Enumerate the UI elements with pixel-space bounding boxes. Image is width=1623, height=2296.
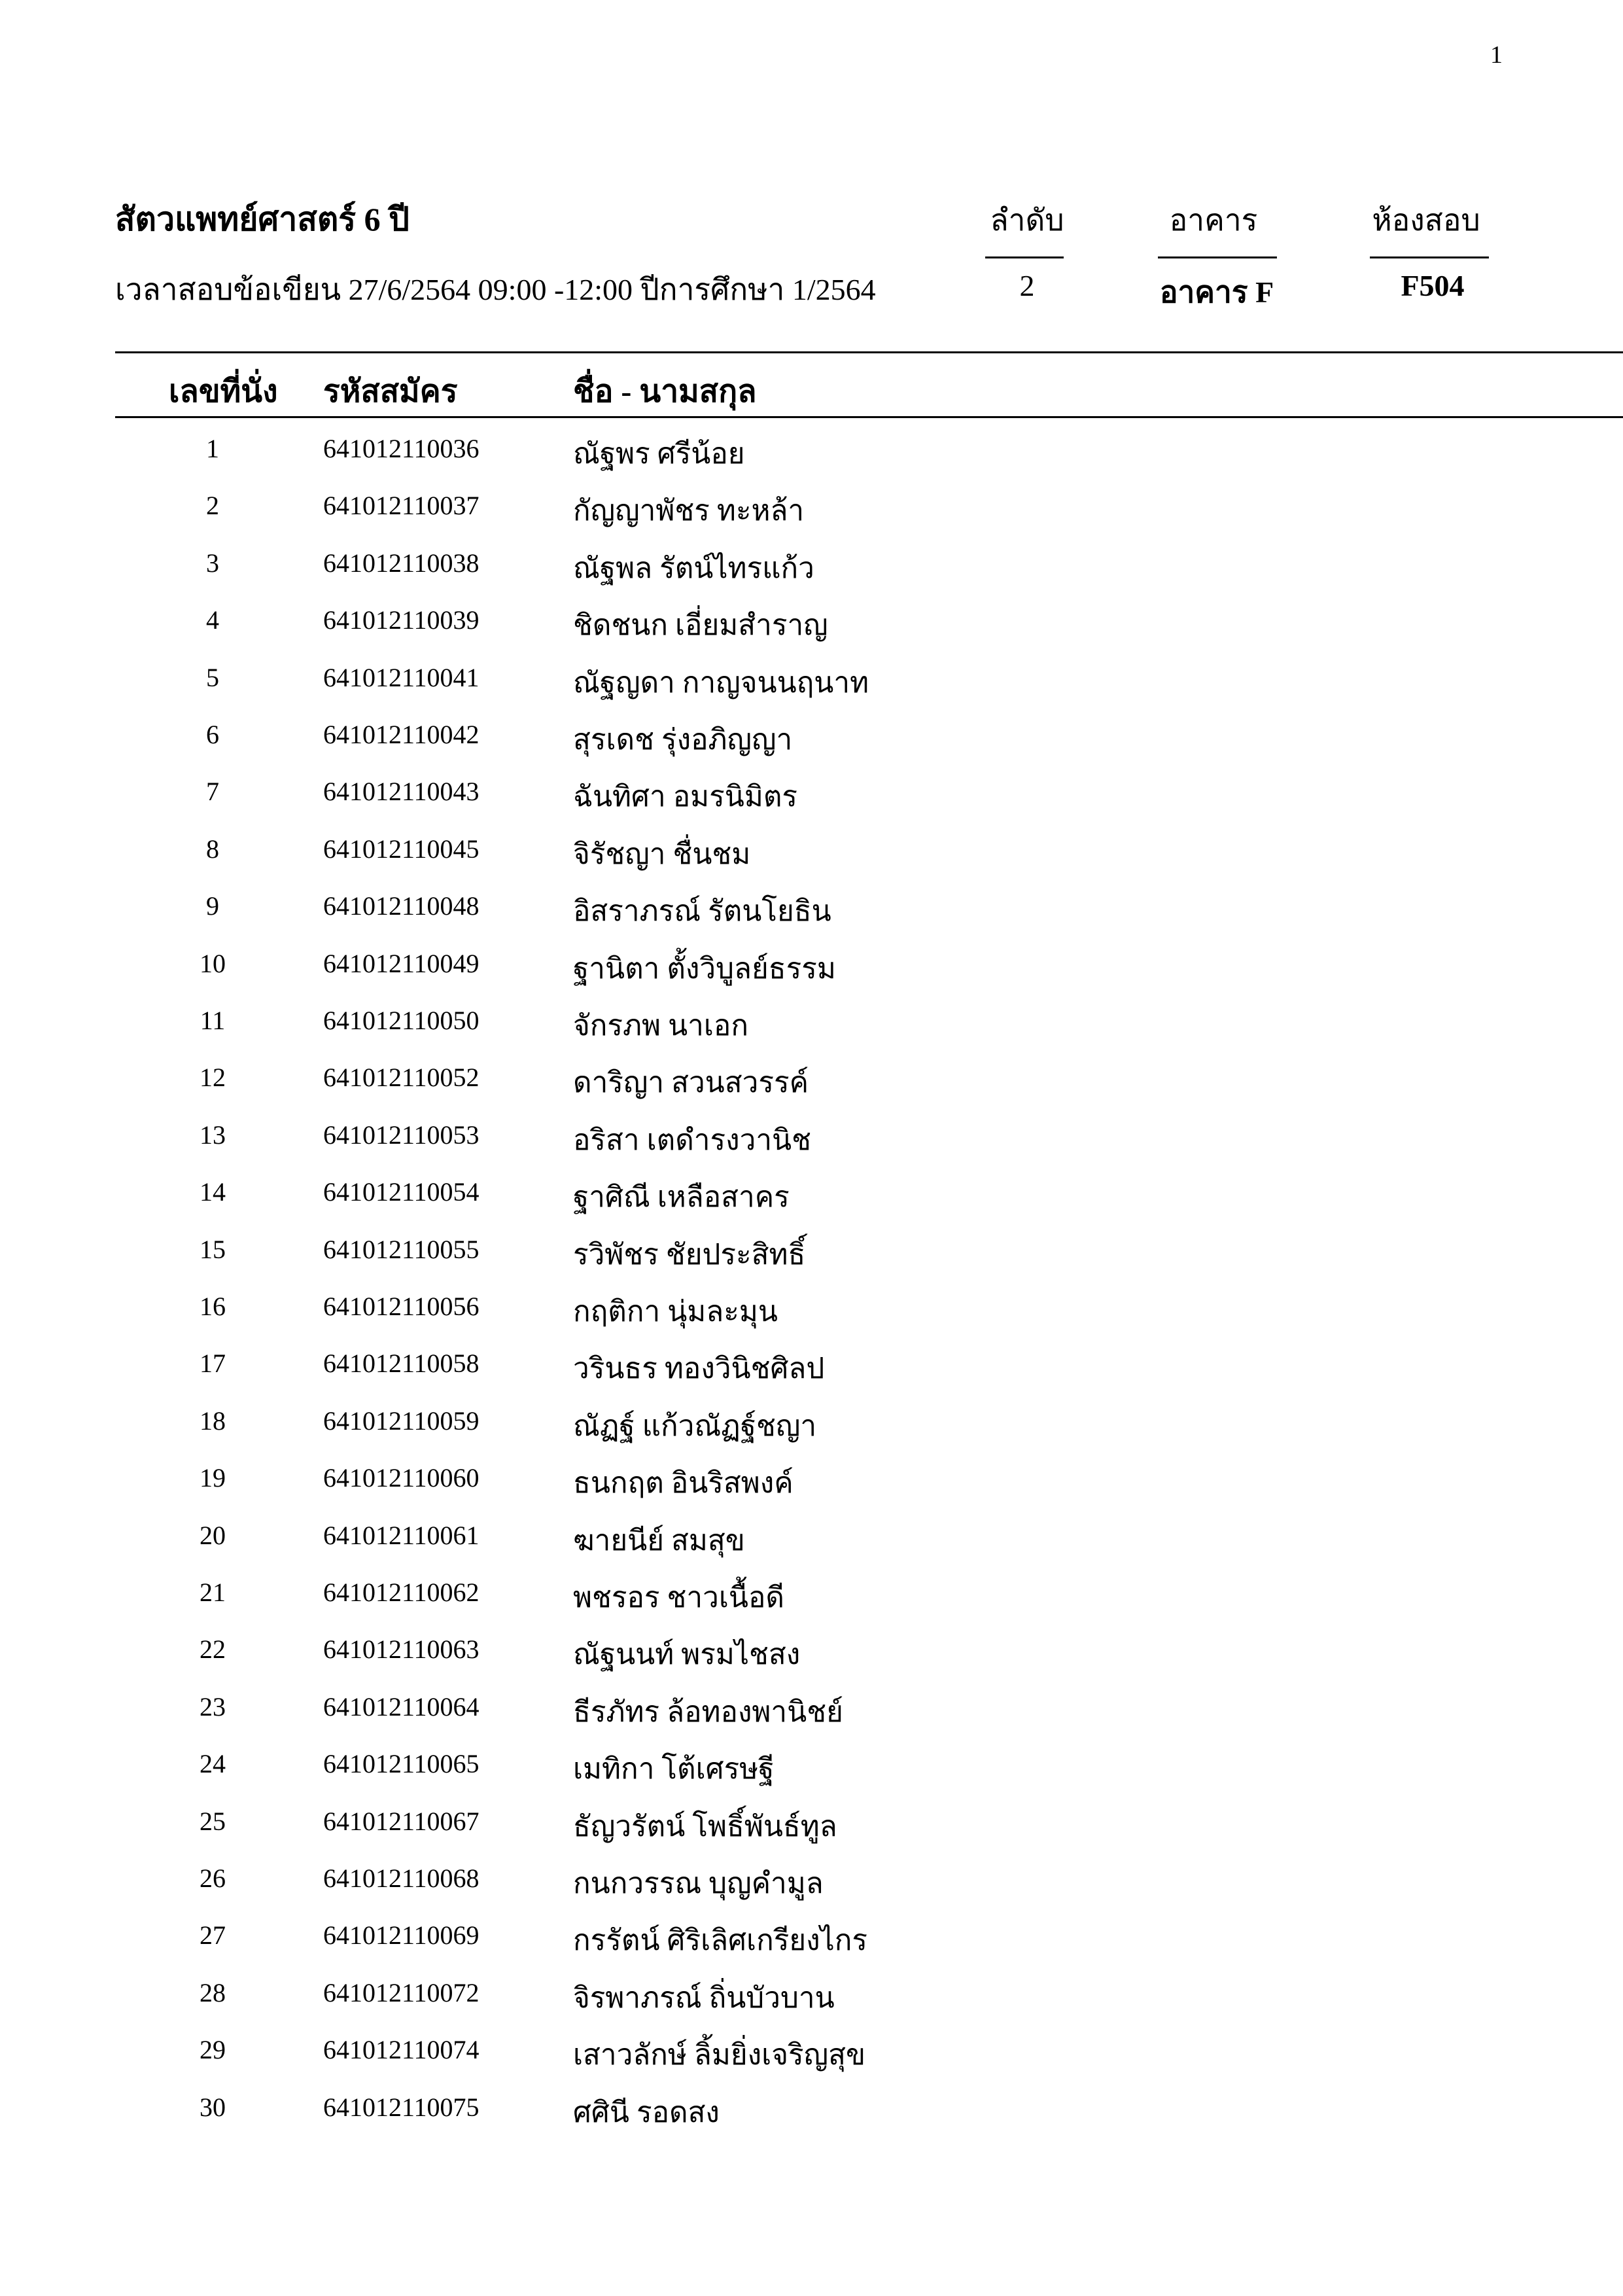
column-header-seat: เลขที่นั่ง <box>169 374 278 409</box>
applicant-code: 641012110060 <box>323 1463 480 1493</box>
order-value: 2 <box>1019 269 1035 302</box>
student-name: ฉันทิศา อมรนิมิตร <box>573 781 798 813</box>
student-name: จักรภพ นาเอก <box>573 1010 748 1042</box>
building-underline <box>1158 256 1277 258</box>
student-name: อริสา เตดำรงวานิช <box>573 1123 811 1156</box>
table-row <box>0 1969 1623 2026</box>
applicant-code: 641012110049 <box>323 948 480 978</box>
seat-number: 28 <box>200 1977 226 2007</box>
student-name: สุรเดช รุ่งอภิญญา <box>573 724 793 756</box>
applicant-code: 641012110039 <box>323 605 480 635</box>
table-row <box>0 711 1623 768</box>
applicant-code: 641012110074 <box>323 2035 480 2065</box>
table-row <box>0 1283 1623 1340</box>
order-label: ลำดับ <box>990 203 1064 237</box>
applicant-code: 641012110052 <box>323 1063 480 1093</box>
seat-number: 23 <box>200 1691 226 1722</box>
seat-number: 1 <box>206 434 219 463</box>
student-name: ฆายนีย์ สมสุข <box>573 1524 745 1557</box>
table-row <box>0 826 1623 883</box>
student-name: ณัฐญดา กาญจนนฤนาท <box>573 666 869 699</box>
seat-number: 5 <box>206 662 219 692</box>
table-row <box>0 1398 1623 1455</box>
seat-number: 12 <box>200 1063 226 1093</box>
seat-number: 16 <box>200 1292 226 1321</box>
building-label: อาคาร <box>1169 203 1258 237</box>
applicant-code: 641012110038 <box>323 548 480 578</box>
seat-number: 18 <box>200 1405 226 1436</box>
seat-number: 19 <box>200 1463 226 1493</box>
program-title: สัตวแพทย์ศาสตร์ 6 ปี <box>115 201 410 238</box>
student-name: กนกวรรณ บุญคำมูล <box>573 1867 824 1899</box>
table-row <box>0 2084 1623 2141</box>
table-row <box>0 597 1623 654</box>
table-row <box>0 768 1623 825</box>
applicant-code: 641012110037 <box>323 491 480 521</box>
student-name: จิรพาภรณ์ ถิ่นบัวบาน <box>573 1981 835 2014</box>
student-name: ณัฐพล รัตน์ไทรแก้ว <box>573 552 814 584</box>
student-name: กรรัตน์ ศิริเลิศเกรียงไกร <box>573 1924 868 1957</box>
applicant-code: 641012110062 <box>323 1578 480 1607</box>
student-name: กฤติกา นุ่มละมุน <box>573 1296 778 1328</box>
student-name: ศศินี รอดสง <box>573 2096 720 2128</box>
table-row <box>0 482 1623 539</box>
seat-number: 25 <box>200 1806 226 1836</box>
applicant-code: 641012110061 <box>323 1520 480 1550</box>
seat-number: 14 <box>200 1177 226 1207</box>
table-row <box>0 1569 1623 1626</box>
seat-number: 10 <box>200 948 226 978</box>
student-name: ชิดชนก เอี่ยมสำราญ <box>573 609 828 642</box>
table-row <box>0 2026 1623 2083</box>
student-name: ธนกฤต อินริสพงค์ <box>573 1467 794 1500</box>
seat-number: 22 <box>200 1634 226 1665</box>
seat-number: 20 <box>200 1520 226 1550</box>
student-name: เมทิกา โต้เศรษฐี <box>573 1753 775 1786</box>
student-name: ฐาศิณี เหลือสาคร <box>573 1181 790 1214</box>
table-row <box>0 540 1623 597</box>
student-name: จิรัชญา ชื่นชม <box>573 838 751 870</box>
seat-number: 24 <box>200 1749 226 1779</box>
table-header-rule <box>115 416 1623 418</box>
student-name: ณัฐนนท์ พรมไชสง <box>573 1638 801 1671</box>
table-row <box>0 1226 1623 1283</box>
table-row <box>0 1798 1623 1855</box>
table-row <box>0 1512 1623 1569</box>
student-name: ณัฏฐ์ แก้วณัฏฐ์ชญา <box>573 1409 817 1442</box>
seat-number: 29 <box>200 2035 226 2065</box>
table-row <box>0 1626 1623 1683</box>
table-row <box>0 1455 1623 1511</box>
table-row <box>0 1684 1623 1740</box>
applicant-code: 641012110069 <box>323 1920 480 1951</box>
applicant-code: 641012110042 <box>323 720 480 749</box>
applicant-code: 641012110050 <box>323 1006 480 1035</box>
applicant-code: 641012110056 <box>323 1292 480 1321</box>
table-row <box>0 425 1623 482</box>
student-name: พชรอร ชาวเนื้อดี <box>573 1581 784 1614</box>
applicant-code: 641012110063 <box>323 1634 480 1665</box>
table-row <box>0 883 1623 940</box>
seat-number: 4 <box>206 605 219 635</box>
seat-number: 27 <box>200 1920 226 1951</box>
applicant-code: 641012110053 <box>323 1120 480 1150</box>
applicant-code: 641012110072 <box>323 1977 480 2007</box>
student-name: รวิพัชร ชัยประสิทธิ์ <box>573 1238 806 1271</box>
student-name: กัญญาพัชร ทะหล้า <box>573 495 805 527</box>
seat-number: 9 <box>206 891 219 921</box>
room-underline <box>1370 256 1489 258</box>
applicant-code: 641012110041 <box>323 662 480 692</box>
table-row <box>0 1740 1623 1797</box>
applicant-code: 641012110045 <box>323 834 480 864</box>
exam-time: เวลาสอบข้อเขียน 27/6/2564 09:00 -12:00 ปีการศึกษา 1/2564 <box>115 273 876 306</box>
student-name: ฐานิตา ตั้งวิบูลย์ธรรม <box>573 952 836 985</box>
table-row <box>0 1112 1623 1169</box>
seat-number: 11 <box>200 1006 226 1035</box>
column-header-code: รหัสสมัคร <box>323 374 458 409</box>
seat-number: 15 <box>200 1234 226 1264</box>
page-number: 1 <box>1490 41 1503 69</box>
seat-number: 13 <box>200 1120 226 1150</box>
table-row <box>0 1340 1623 1397</box>
applicant-code: 641012110067 <box>323 1806 480 1836</box>
seat-number: 7 <box>206 777 219 807</box>
student-name: ดาริญา สวนสวรรค์ <box>573 1067 809 1099</box>
student-name: ณัฐพร ศรีน้อย <box>573 438 745 470</box>
seat-number: 30 <box>200 2092 226 2122</box>
room-label: ห้องสอบ <box>1372 203 1480 237</box>
order-underline <box>985 256 1064 258</box>
applicant-code: 641012110059 <box>323 1405 480 1436</box>
seat-number: 2 <box>206 491 219 521</box>
building-value: อาคาร F <box>1159 275 1274 309</box>
applicant-code: 641012110065 <box>323 1749 480 1779</box>
table-top-rule <box>115 351 1623 353</box>
table-row <box>0 1912 1623 1969</box>
table-row <box>0 1054 1623 1111</box>
applicant-code: 641012110054 <box>323 1177 480 1207</box>
column-header-name: ชื่อ - นามสกุล <box>573 374 757 409</box>
applicant-code: 641012110055 <box>323 1234 480 1264</box>
table-row <box>0 997 1623 1054</box>
student-name: วรินธร ทองวินิชศิลป <box>573 1352 825 1385</box>
table-row <box>0 654 1623 711</box>
seat-number: 3 <box>206 548 219 578</box>
table-row <box>0 940 1623 997</box>
seat-number: 8 <box>206 834 219 864</box>
applicant-code: 641012110048 <box>323 891 480 921</box>
table-row <box>0 1169 1623 1226</box>
student-name: อิสราภรณ์ รัตนโยธิน <box>573 895 831 928</box>
applicant-code: 641012110058 <box>323 1349 480 1379</box>
room-value: F504 <box>1401 269 1465 302</box>
seat-number: 26 <box>200 1863 226 1893</box>
seat-number: 6 <box>206 720 219 749</box>
table-row <box>0 1855 1623 1912</box>
applicant-code: 641012110036 <box>323 434 480 463</box>
applicant-code: 641012110043 <box>323 777 480 807</box>
seat-number: 21 <box>200 1578 226 1607</box>
student-name: ธีรภัทร ล้อทองพานิชย์ <box>573 1695 843 1728</box>
student-name: ธัญวรัตน์ โพธิ์พันธ์ทูล <box>573 1810 837 1843</box>
applicant-code: 641012110075 <box>323 2092 480 2122</box>
applicant-code: 641012110064 <box>323 1691 480 1722</box>
student-name: เสาวลักษ์ ลิ้มยิ่งเจริญสุข <box>573 2039 866 2072</box>
seat-number: 17 <box>200 1349 226 1379</box>
applicant-code: 641012110068 <box>323 1863 480 1893</box>
